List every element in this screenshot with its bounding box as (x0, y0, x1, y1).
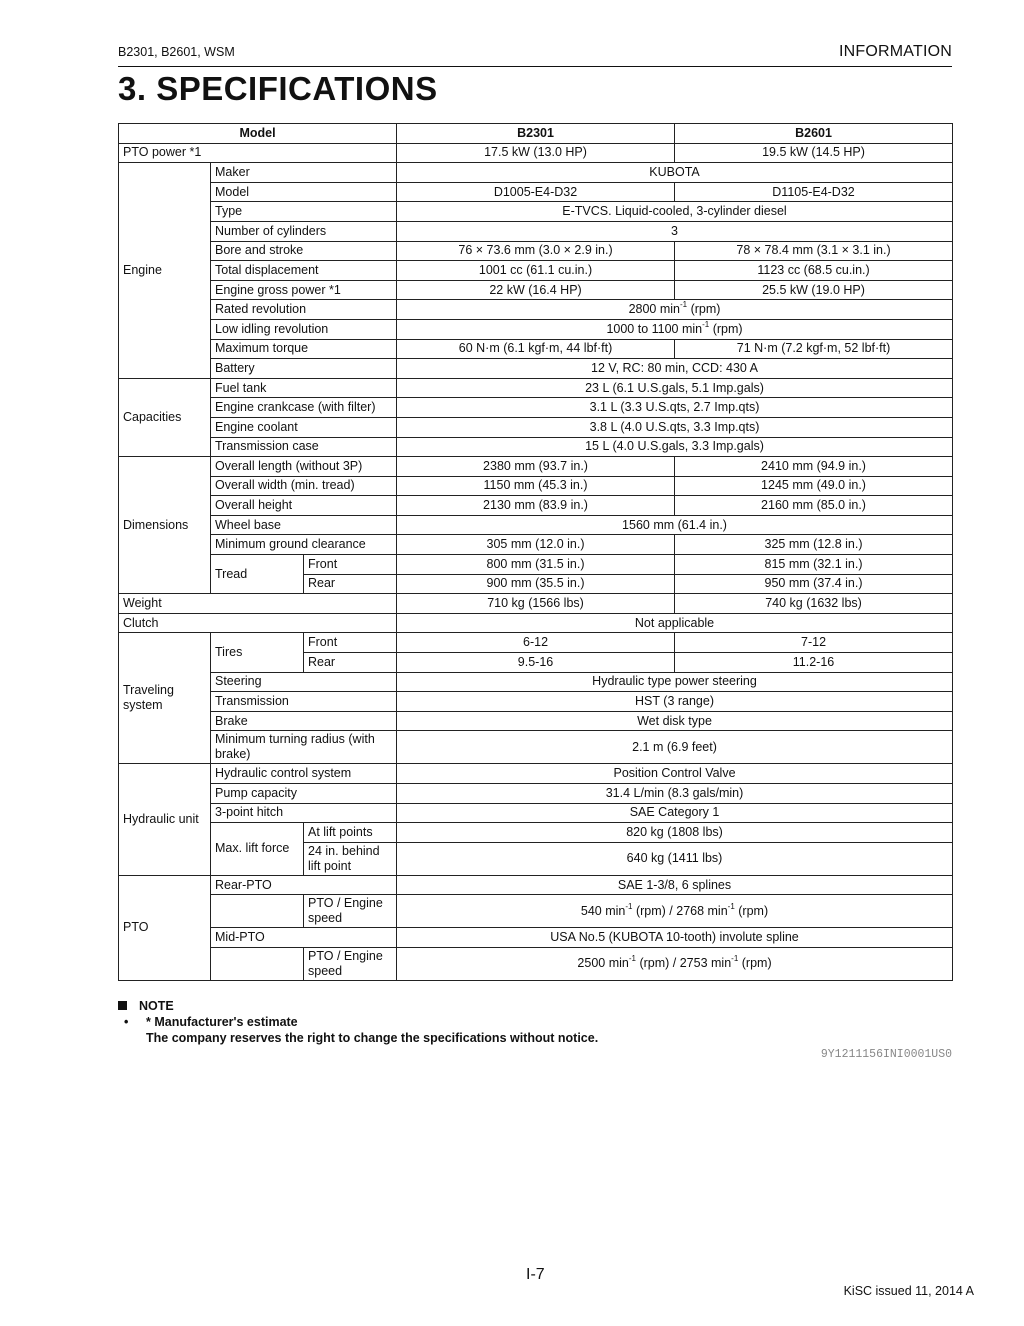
cell-shared: SAE Category 1 (397, 803, 953, 823)
notice-text: The company reserves the right to change the specifications without notice. (146, 1031, 599, 1045)
subgroup-label-max-lift-force: Max. lift force (211, 823, 304, 876)
cell-shared: 820 kg (1808 lbs) (397, 823, 953, 843)
row-label: At lift points (304, 823, 397, 843)
cell-shared (397, 319, 953, 339)
cell-shared: 23 L (6.1 U.S.gals, 5.1 Imp.gals) (397, 378, 953, 398)
row-label: Brake (211, 711, 397, 731)
row-label: Rear-PTO (211, 875, 397, 895)
cell-b2301: 2380 mm (93.7 in.) (397, 457, 675, 477)
empty-cell (211, 895, 304, 928)
table-row (119, 143, 953, 163)
cell-b2601: 1123 cc (68.5 cu.in.) (675, 261, 953, 281)
row-label: PTO / Engine speed (304, 947, 397, 980)
cell-b2301: 22 kW (16.4 HP) (397, 280, 675, 300)
cell-b2601: 25.5 kW (19.0 HP) (675, 280, 953, 300)
cell-shared: Not applicable (397, 613, 953, 633)
cell-b2301: 9.5-16 (397, 653, 675, 673)
table-row (119, 555, 953, 575)
table-row (119, 947, 953, 980)
row-label: Clutch (119, 613, 397, 633)
column-header-model: Model (119, 124, 397, 144)
value-text: 1000 to 1100 min (606, 321, 703, 336)
row-label: Battery (211, 359, 397, 379)
column-header-b2301: B2301 (397, 124, 675, 144)
table-row (119, 202, 953, 222)
row-label: Rated revolution (211, 300, 397, 320)
row-label: Type (211, 202, 397, 222)
table-row (119, 803, 953, 823)
document-id: 9Y1211156INI0001US0 (820, 1048, 952, 1061)
row-label: Minimum ground clearance (211, 535, 397, 555)
table-row (119, 692, 953, 712)
row-label: Model (211, 182, 397, 202)
group-label-hydraulic-unit: Hydraulic unit (119, 764, 211, 875)
table-row (119, 633, 953, 653)
superscript: -1 (702, 319, 710, 329)
row-label: Engine coolant (211, 417, 397, 437)
cell-b2601: 19.5 kW (14.5 HP) (675, 143, 953, 163)
table-row (119, 319, 953, 339)
table-row (119, 241, 953, 261)
table-row (119, 928, 953, 948)
superscript: -1 (731, 954, 739, 964)
cell-b2301: 1001 cc (61.1 cu.in.) (397, 261, 675, 281)
issue-info: KiSC issued 11, 2014 A (843, 1284, 974, 1298)
row-label: Overall length (without 3P) (211, 457, 397, 477)
row-label: Weight (119, 594, 397, 614)
table-row (119, 457, 953, 477)
cell-shared: HST (3 range) (397, 692, 953, 712)
table-row (119, 672, 953, 692)
row-label: Total displacement (211, 261, 397, 281)
table-row (119, 515, 953, 535)
row-label: Maker (211, 163, 397, 183)
cell-b2601: 7-12 (675, 633, 953, 653)
value-text: (rpm) / 2753 min (635, 956, 732, 971)
header-models: B2301, B2601, WSM (118, 45, 235, 59)
superscript: -1 (625, 901, 633, 911)
table-row (119, 300, 953, 320)
group-label-traveling-system: Traveling system (119, 633, 211, 764)
cell-shared (397, 947, 953, 980)
cell-shared: 1560 mm (61.4 in.) (397, 515, 953, 535)
subgroup-label-tires: Tires (211, 633, 304, 672)
header-divider (118, 66, 952, 67)
row-label: Minimum turning radius (with brake) (211, 731, 397, 764)
row-label: Hydraulic control system (211, 764, 397, 784)
row-label: Overall height (211, 496, 397, 516)
table-header-row (119, 124, 953, 144)
row-label: Pump capacity (211, 784, 397, 804)
row-label: Bore and stroke (211, 241, 397, 261)
row-label: Low idling revolution (211, 319, 397, 339)
table-row (119, 594, 953, 614)
cell-b2601: 325 mm (12.8 in.) (675, 535, 953, 555)
cell-b2601: 1245 mm (49.0 in.) (675, 476, 953, 496)
cell-b2601: D1105-E4-D32 (675, 182, 953, 202)
row-label: Front (304, 555, 397, 575)
cell-b2301: 305 mm (12.0 in.) (397, 535, 675, 555)
table-row (119, 535, 953, 555)
superscript: -1 (628, 954, 636, 964)
row-label: Maximum torque (211, 339, 397, 359)
table-row (119, 613, 953, 633)
cell-b2601: 2160 mm (85.0 in.) (675, 496, 953, 516)
cell-shared: SAE 1-3/8, 6 splines (397, 875, 953, 895)
table-row (119, 417, 953, 437)
row-label: Steering (211, 672, 397, 692)
table-row (119, 711, 953, 731)
bullet-icon: • (124, 1015, 129, 1029)
cell-b2601: 815 mm (32.1 in.) (675, 555, 953, 575)
cell-b2601: 2410 mm (94.9 in.) (675, 457, 953, 477)
cell-b2301: D1005-E4-D32 (397, 182, 675, 202)
value-text: 2500 min (577, 956, 629, 971)
cell-shared: KUBOTA (397, 163, 953, 183)
cell-shared: 2.1 m (6.9 feet) (397, 731, 953, 764)
column-header-b2601: B2601 (675, 124, 953, 144)
row-label: Transmission (211, 692, 397, 712)
row-label: 24 in. behind lift point (304, 842, 397, 875)
value-text: (rpm) (738, 956, 772, 971)
table-row (119, 398, 953, 418)
table-row (119, 378, 953, 398)
row-label: Fuel tank (211, 378, 397, 398)
row-label: Wheel base (211, 515, 397, 535)
table-row (119, 476, 953, 496)
cell-b2301: 800 mm (31.5 in.) (397, 555, 675, 575)
value-text: (rpm) / 2768 min (632, 903, 728, 918)
group-label-pto: PTO (119, 875, 211, 980)
cell-shared (397, 895, 953, 928)
row-label: Rear (304, 574, 397, 594)
value-text: (rpm) (734, 903, 769, 918)
row-label: Engine crankcase (with filter) (211, 398, 397, 418)
table-row (119, 731, 953, 764)
cell-b2301: 710 kg (1566 lbs) (397, 594, 675, 614)
table-row (119, 496, 953, 516)
cell-b2301: 6-12 (397, 633, 675, 653)
cell-b2601: 71 N·m (7.2 kgf·m, 52 lbf·ft) (675, 339, 953, 359)
table-row (119, 437, 953, 457)
cell-shared: 3.8 L (4.0 U.S.qts, 3.3 Imp.qts) (397, 417, 953, 437)
cell-shared: 12 V, RC: 80 min, CCD: 430 A (397, 359, 953, 379)
cell-shared: Wet disk type (397, 711, 953, 731)
empty-cell (211, 947, 304, 980)
table-row (119, 261, 953, 281)
table-row (119, 221, 953, 241)
page-number: I-7 (526, 1266, 545, 1283)
note-heading (118, 999, 174, 1013)
cell-b2301: 17.5 kW (13.0 HP) (397, 143, 675, 163)
cell-shared: 31.4 L/min (8.3 gals/min) (397, 784, 953, 804)
row-label: Number of cylinders (211, 221, 397, 241)
row-label: Overall width (min. tread) (211, 476, 397, 496)
superscript: -1 (680, 300, 688, 310)
row-label: PTO power *1 (119, 143, 397, 163)
cell-shared: 3.1 L (3.3 U.S.qts, 2.7 Imp.qts) (397, 398, 953, 418)
cell-shared: 15 L (4.0 U.S.gals, 3.3 Imp.gals) (397, 437, 953, 457)
row-label: Mid-PTO (211, 928, 397, 948)
table-row (119, 875, 953, 895)
cell-b2301: 76 × 73.6 mm (3.0 × 2.9 in.) (397, 241, 675, 261)
specifications-table (118, 123, 953, 981)
cell-shared (397, 300, 953, 320)
cell-shared: 3 (397, 221, 953, 241)
table-row (119, 339, 953, 359)
row-label: Front (304, 633, 397, 653)
value-text: (rpm) (709, 321, 743, 336)
page-title: 3. SPECIFICATIONS (118, 70, 438, 107)
cell-shared: E-TVCS. Liquid-cooled, 3-cylinder diesel (397, 202, 953, 222)
row-label: Transmission case (211, 437, 397, 457)
row-label: Engine gross power *1 (211, 280, 397, 300)
cell-b2601: 11.2-16 (675, 653, 953, 673)
group-label-dimensions: Dimensions (119, 457, 211, 594)
group-label-engine: Engine (119, 163, 211, 379)
table-row (119, 163, 953, 183)
table-row (119, 895, 953, 928)
cell-b2601: 78 × 78.4 mm (3.1 × 3.1 in.) (675, 241, 953, 261)
table-row (119, 784, 953, 804)
cell-shared: Position Control Valve (397, 764, 953, 784)
value-text: 540 min (580, 903, 626, 918)
note-item: * Manufacturer's estimate (146, 1015, 298, 1029)
cell-b2301: 900 mm (35.5 in.) (397, 574, 675, 594)
note-heading-text: NOTE (139, 999, 174, 1013)
table-row (119, 823, 953, 843)
cell-shared: Hydraulic type power steering (397, 672, 953, 692)
table-row (119, 764, 953, 784)
cell-b2601: 740 kg (1632 lbs) (675, 594, 953, 614)
cell-shared: USA No.5 (KUBOTA 10-tooth) involute spline (397, 928, 953, 948)
cell-b2301: 60 N·m (6.1 kgf·m, 44 lbf·ft) (397, 339, 675, 359)
superscript: -1 (727, 901, 735, 911)
value-text: 2800 min (628, 302, 680, 317)
subgroup-label-tread: Tread (211, 555, 304, 594)
cell-shared: 640 kg (1411 lbs) (397, 842, 953, 875)
cell-b2301: 1150 mm (45.3 in.) (397, 476, 675, 496)
header-section: INFORMATION (838, 43, 952, 60)
value-text: (rpm) (687, 302, 721, 317)
table-row (119, 280, 953, 300)
row-label: PTO / Engine speed (304, 895, 397, 928)
cell-b2601: 950 mm (37.4 in.) (675, 574, 953, 594)
row-label: 3-point hitch (211, 803, 397, 823)
group-label-capacities: Capacities (119, 378, 211, 456)
row-label: Rear (304, 653, 397, 673)
table-row (119, 359, 953, 379)
square-bullet-icon (118, 1001, 127, 1010)
cell-b2301: 2130 mm (83.9 in.) (397, 496, 675, 516)
table-row (119, 182, 953, 202)
